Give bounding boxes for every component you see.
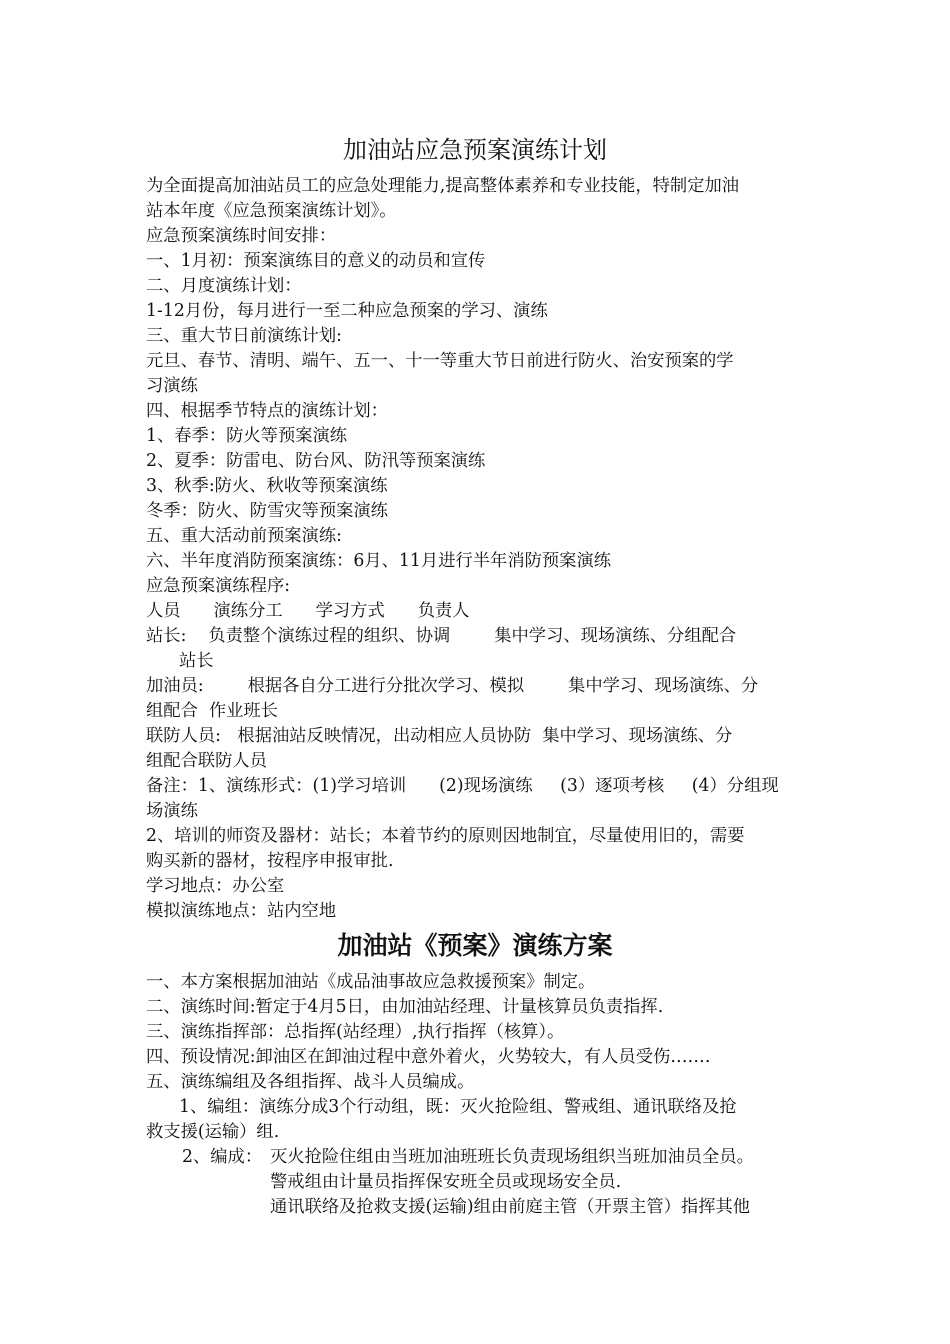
paragraph-line: 二、演练时间:暂定于4月5日，由加油站经理、计量核算员负责指挥.: [146, 997, 664, 1017]
paragraph-line: 警戒组由计量员指挥保安班全员或现场安全员.: [270, 1172, 622, 1192]
paragraph-line: 习演练: [146, 376, 198, 396]
paragraph-line: 加油员: 根据各自分工进行分批次学习、模拟 集中学习、现场演练、分: [146, 676, 759, 696]
scheme-body: [146, 970, 808, 1220]
paragraph-line: 联防人员: 根据油站反映情况，出动相应人员协防 集中学习、现场演练、分: [146, 726, 733, 746]
paragraph-line: 3、秋季:防火、秋收等预案演练: [146, 476, 388, 496]
paragraph-line: 五、演练编组及各组指挥、战斗人员编成。: [146, 1072, 475, 1092]
paragraph-line: 一、1月初：预案演练目的意义的动员和宣传: [146, 251, 486, 271]
plan-title: 加油站应急预案演练计划: [343, 136, 607, 164]
paragraph-line: 站长: 负责整个演练过程的组织、协调 集中学习、现场演练、分组配合: [146, 626, 737, 646]
paragraph-line: 人员 演练分工 学习方式 负责人: [146, 601, 470, 621]
paragraph-line: 冬季：防火、防雪灾等预案演练: [146, 501, 388, 521]
paragraph-line: 模拟演练地点：站内空地: [146, 901, 337, 921]
paragraph-line: 为全面提高加油站员工的应急处理能力,提高整体素养和专业技能，特制定加油: [146, 176, 740, 196]
paragraph-line: 学习地点：办公室: [146, 876, 285, 896]
paragraph-line: 1-12月份，每月进行一至二种应急预案的学习、演练: [146, 301, 548, 321]
paragraph-line: 三、演练指挥部：总指挥(站经理）,执行指挥（核算）。: [146, 1022, 565, 1042]
paragraph-line: 组配合联防人员: [146, 751, 267, 771]
paragraph-line: 四、预设情况:卸油区在卸油过程中意外着火，火势较大，有人员受伤…….: [146, 1047, 711, 1067]
paragraph-line: 一、本方案根据加油站《成品油事故应急救援预案》制定。: [146, 972, 596, 992]
paragraph-line: 场演练: [146, 801, 198, 821]
paragraph-line: 三、重大节日前演练计划:: [146, 326, 342, 346]
paragraph-line: 备注：1、演练形式：(1)学习培训 (2)现场演练 (3）逐项考核 (4）分组现: [146, 776, 779, 796]
paragraph-line: 通讯联络及抢救支援(运输)组由前庭主管（开票主管）指挥其他: [270, 1197, 751, 1217]
composition-text: 灭火抢险住组由当班加油班班长负责现场组织当班加油员全员。: [270, 1147, 754, 1167]
paragraph-line: 组配合 作业班长: [146, 701, 278, 721]
paragraph-line: 五、重大活动前预案演练:: [146, 526, 342, 546]
composition-label: 2、编成：: [182, 1147, 263, 1167]
scheme-title: 加油站《预案》演练方案: [337, 931, 613, 960]
paragraph-line: 救支援(运输）组.: [146, 1122, 280, 1142]
paragraph-line: 1、春季：防火等预案演练: [146, 426, 348, 446]
paragraph-line: 站长: [146, 651, 214, 671]
paragraph-line: 2、夏季：防雷电、防台风、防汛等预案演练: [146, 451, 486, 471]
paragraph-line: 购买新的器材，按程序申报审批.: [146, 851, 394, 871]
composition-item: [146, 1145, 808, 1170]
plan-body: [146, 174, 808, 924]
paragraph-line: 四、根据季节特点的演练计划：: [146, 401, 388, 421]
paragraph-line: 六、半年度消防预案演练：6月、11月进行半年消防预案演练: [146, 551, 612, 571]
paragraph-line: 应急预案演练时间安排：: [146, 226, 337, 246]
paragraph-line: 二、月度演练计划：: [146, 276, 302, 296]
grouping-item: 1、编组：演练分成3个行动组，既：灭火抢险组、警戒组、通讯联络及抢: [179, 1097, 737, 1117]
paragraph-line: 元旦、春节、清明、端午、五一、十一等重大节日前进行防火、治安预案的学: [146, 351, 734, 371]
paragraph-line: 站本年度《应急预案演练计划》。: [146, 201, 397, 221]
paragraph-line: 2、培训的师资及器材：站长；本着节约的原则因地制宜，尽量使用旧的，需要: [146, 826, 745, 846]
paragraph-line: 应急预案演练程序:: [146, 576, 291, 596]
